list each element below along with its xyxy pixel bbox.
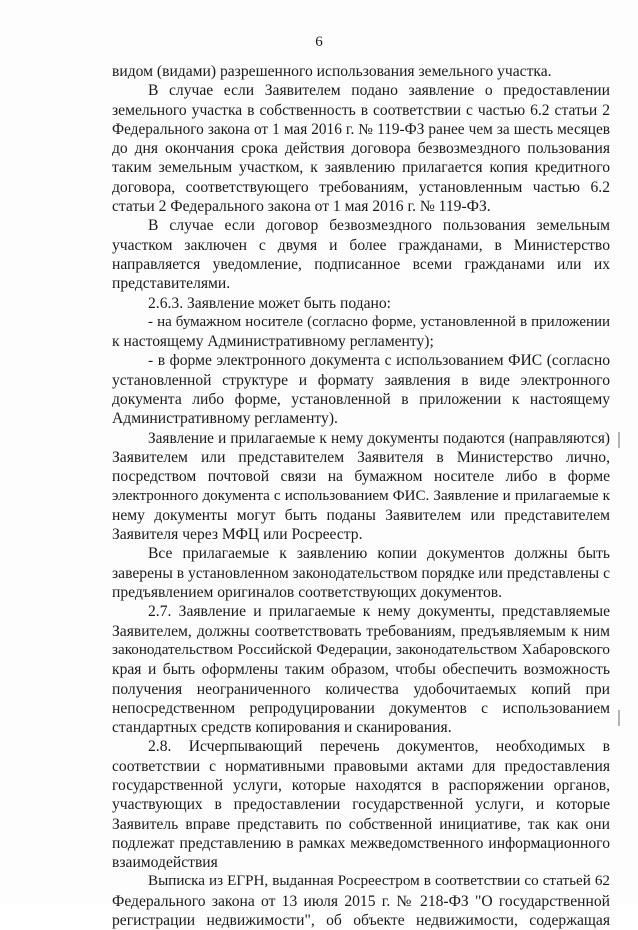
body-text xyxy=(112,62,610,930)
text-line: Заявителем, должны соответствовать требованиям, предъявляемым к ним xyxy=(112,622,610,640)
text-line: подлежат представлению в рамках межведомственного информационного xyxy=(112,834,610,852)
text-line: Заявителем или представителем Заявителя в Министерство лично, xyxy=(112,448,610,466)
text-line: таким земельным участком, к заявлению прилагается копия кредитного xyxy=(112,159,610,177)
text-line: стандартных средств копирования и сканирования. xyxy=(112,719,452,737)
text-line: земельного участка в собственность в соответствии с частью 6.2 статьи 2 xyxy=(112,101,610,119)
text-line: Заявитель вправе представить по собственной инициативе, так как они xyxy=(112,815,610,833)
text-line: соответствии с нормативными правовыми актами для предоставления xyxy=(112,757,610,775)
text-line: участком заключен с двумя и более гражданами, в Министерство xyxy=(112,236,610,254)
scan-margin-mark xyxy=(618,432,620,448)
text-line: документа либо форме, установленной в приложении к настоящему xyxy=(112,391,610,409)
scan-margin-mark xyxy=(618,710,620,726)
text-line: до дня окончания срока действия договора безвозмездного пользования xyxy=(112,140,610,158)
text-line: взаимодействия xyxy=(112,854,218,872)
text-line: видом (видами) разрешенного использования земельного участка. xyxy=(112,63,552,80)
paragraph-first-line: Выписка из ЕГРН, выданная Росреестром в соответствии со статьей 62 xyxy=(148,873,610,890)
text-line: посредством почтовой связи на бумажном носителе либо в форме xyxy=(112,468,610,486)
text-line: к настоящему Административному регламенту); xyxy=(112,333,434,351)
section-heading: 2.6.3. Заявление может быть подано: xyxy=(148,294,391,312)
text-line: электронного документа с использованием ФИС. Заявление и прилагаемые к xyxy=(112,487,610,504)
paragraph-first-line: В случае если Заявителем подано заявление о предоставлении xyxy=(148,82,610,100)
paragraph-first-line: Все прилагаемые к заявлению копии документов должны быть xyxy=(148,545,610,563)
text-line: Заявителя через МФЦ или Росреестр. xyxy=(112,526,363,544)
text-line: предъявлением оригиналов соответствующих документов. xyxy=(112,584,503,602)
text-line: получения неограниченного количества удобочитаемых копий при xyxy=(112,680,610,698)
paragraph-first-line: Заявление и прилагаемые к нему документы подаются (направляются) xyxy=(148,429,610,447)
list-item: - в форме электронного документа с использованием ФИС (согласно xyxy=(148,352,610,370)
text-line: установленной структуре и формату заявления в виде электронного xyxy=(112,371,610,389)
text-line: государственной услуги, которые находятся в распоряжении органов, xyxy=(112,776,610,794)
text-line: Федерального закона от 1 мая 2016 г. № 119-ФЗ ранее чем за шесть месяцев xyxy=(112,120,610,138)
page-number: 6 xyxy=(315,34,323,50)
paragraph-first-line: 2.7. Заявление и прилагаемые к нему документы, представляемые xyxy=(148,603,610,621)
text-line: Федерального закона от 13 июля 2015 г. № 218-ФЗ "О государственной xyxy=(112,892,610,910)
text-line: заверены в установленном законодательством порядке или представлены с xyxy=(112,564,610,582)
text-line: представителями. xyxy=(112,275,231,293)
text-line: договора, соответствующего требованиям, установленным частью 6.2 xyxy=(112,178,610,196)
paragraph-first-line: 2.8. Исчерпывающий перечень документов, необходимых в xyxy=(148,738,610,756)
text-line: края и быть оформлены таким образом, чтобы обеспечить возможность xyxy=(112,661,610,679)
paragraph-first-line: В случае если договор безвозмездного пользования земельным xyxy=(148,217,610,235)
text-line: законодательством Российской Федерации, законодательством Хабаровского xyxy=(112,641,610,658)
text-line: статьи 2 Федерального закона от 1 мая 2016 г. № 119-ФЗ. xyxy=(112,198,491,216)
text-line: нему документы могут быть поданы Заявителем или представителем xyxy=(112,506,610,524)
text-line: непосредственном репродуцировании документов с использованием xyxy=(112,699,610,717)
list-item: - на бумажном носителе (согласно форме, установленной в приложении xyxy=(148,313,610,330)
text-line: участвующих в предоставлении государственной услуги, и которые xyxy=(112,796,610,814)
text-line: регистрации недвижимости", об объекте недвижимости, содержащая xyxy=(112,912,610,930)
text-line: направляется уведомление, подписанное всеми гражданами или их xyxy=(112,255,610,273)
text-line: Административному регламенту). xyxy=(112,410,338,428)
